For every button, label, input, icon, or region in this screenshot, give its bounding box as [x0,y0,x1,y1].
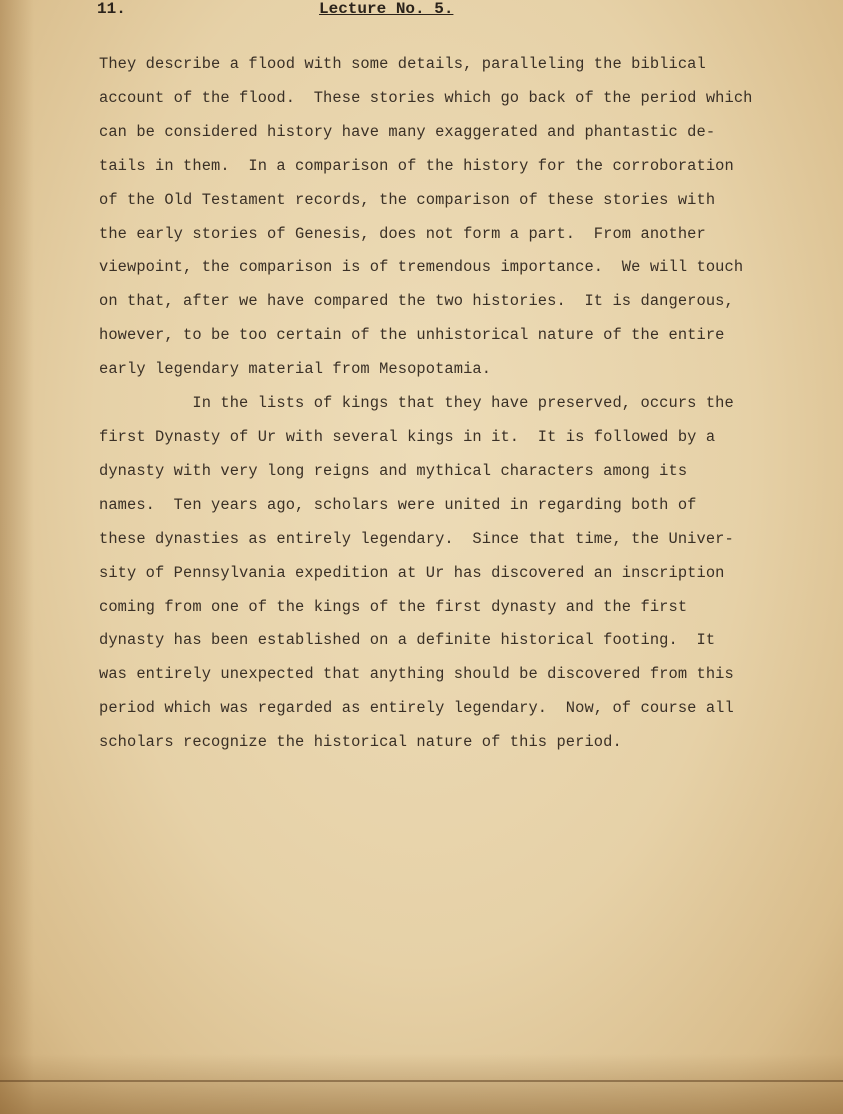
text-line: dynasty with very long reigns and mythical characters among its [99,461,688,480]
fold-line [0,1080,843,1082]
bottom-edge-stain [0,1054,843,1114]
text-line: early legendary material from Mesopotamia. [99,360,492,379]
text-line: coming from one of the kings of the first dynasty and the first [99,597,688,616]
page-header [97,0,797,22]
text-line: the early stories of Genesis, does not form a part. From another [99,224,706,243]
text-line: on that, after we have compared the two histories. It is dangerous, [99,292,734,311]
text-line: scholars recognize the historical nature of this period. [99,733,622,752]
left-edge-stain [0,0,34,1114]
text-line: tails in them. In a comparison of the history for the corroboration [99,156,734,175]
text-line: account of the flood. These stories which go back of the period which [99,88,753,107]
text-line: however, to be too certain of the unhistorical nature of the entire [99,326,725,345]
text-line: first Dynasty of Ur with several kings in it. It is followed by a [99,427,716,446]
lecture-title: Lecture No. 5. [319,0,454,18]
lecture-body [99,48,819,760]
text-line: They describe a flood with some details, paralleling the biblical [99,55,706,73]
text-line: can be considered history have many exaggerated and phantastic de- [99,122,716,141]
text-line: dynasty has been established on a definite historical footing. It [99,631,716,650]
text-line: of the Old Testament records, the comparison of these stories with [99,190,716,209]
text-line: names. Ten years ago, scholars were united in regarding both of [99,495,697,514]
text-line: was entirely unexpected that anything should be discovered from this [99,665,734,684]
text-line: sity of Pennsylvania expedition at Ur has discovered an inscription [99,563,725,582]
text-line: these dynasties as entirely legendary. Since that time, the Univer- [99,529,734,548]
text-line: In the lists of kings that they have preserved, occurs the [99,394,734,413]
page-number: 11. [97,0,126,18]
text-line: viewpoint, the comparison is of tremendous importance. We will touch [99,258,744,277]
text-line: period which was regarded as entirely legendary. Now, of course all [99,699,734,718]
